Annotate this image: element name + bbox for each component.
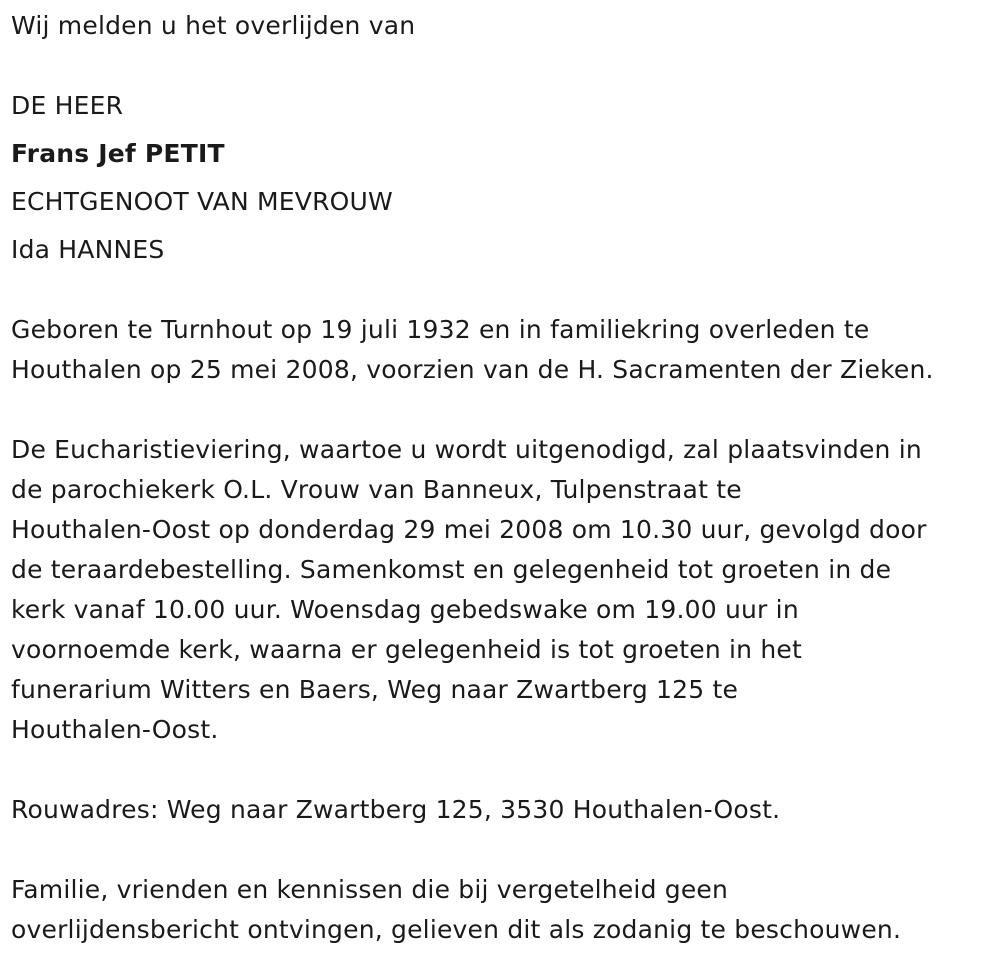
paragraph-line: Geboren te Turnhout op 19 juli 1932 en in familiekring overleden te (11, 315, 870, 344)
paragraph-line: Houthalen op 25 mei 2008, voorzien van de H. Sacramenten der Zieken. (11, 355, 934, 384)
paragraph-line: funerarium Witters en Baers, Weg naar Zwartberg 125 te (11, 675, 739, 704)
spouse-title: ECHTGENOOT VAN MEVROUW (11, 187, 393, 216)
paragraph-line: De Eucharistieviering, waartoe u wordt uitgenodigd, zal plaatsvinden in (11, 435, 922, 464)
birth-death-paragraph (11, 310, 934, 390)
paragraph-line: Houthalen-Oost. (11, 715, 219, 744)
paragraph-line: de parochiekerk O.L. Vrouw van Banneux, Tulpenstraat te (11, 475, 742, 504)
family-note-paragraph (11, 870, 901, 950)
paragraph-line: de teraardebestelling. Samenkomst en gelegenheid tot groeten in de (11, 555, 892, 584)
honorific-title: DE HEER (11, 91, 124, 120)
funeral-service-paragraph (11, 430, 927, 750)
spouse-name: Ida HANNES (11, 235, 165, 264)
intro-line: Wij melden u het overlijden van (11, 11, 416, 40)
deceased-name: Frans Jef PETIT (11, 139, 225, 168)
paragraph-line: Houthalen-Oost op donderdag 29 mei 2008 om 10.30 uur, gevolgd door (11, 515, 927, 544)
paragraph-line: kerk vanaf 10.00 uur. Woensdag gebedswake om 19.00 uur in (11, 595, 799, 624)
mourning-address-paragraph (11, 790, 780, 830)
paragraph-line: Rouwadres: Weg naar Zwartberg 125, 3530 Houthalen-Oost. (11, 795, 781, 824)
paragraph-line: voornoemde kerk, waarna er gelegenheid is tot groeten in het (11, 635, 802, 664)
paragraph-line: Familie, vrienden en kennissen die bij vergetelheid geen (11, 875, 729, 904)
paragraph-line: overlijdensbericht ontvingen, gelieven dit als zodanig te beschouwen. (11, 915, 902, 944)
